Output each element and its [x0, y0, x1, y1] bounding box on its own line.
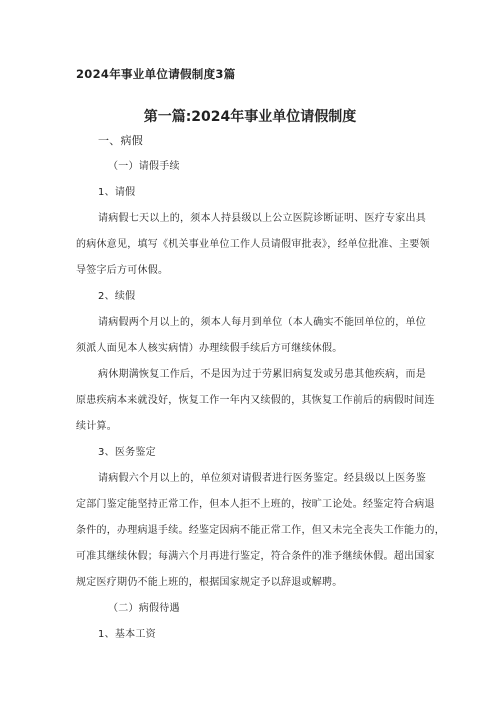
section-heading-sick-leave: 一、病假 [98, 134, 143, 147]
paragraph-line: 病休期满恢复工作后，不是因为过于劳累旧病复发或另患其他疾病，而是 [98, 369, 426, 380]
paragraph-line: 请病假两个月以上的，须本人每月到单位（本人确实不能回单位的，单位 [98, 317, 426, 328]
document-title: 2024年事业单位请假制度3篇 [76, 67, 236, 81]
item-heading-medical: 3、医务鉴定 [98, 447, 156, 458]
paragraph-line: 条件的，办理病退手续。经鉴定因病不能正常工作，但又未完全丧失工作能力的， [76, 525, 445, 536]
paragraph-line: 须派人面见本人核实病情）办理续假手续后方可继续休假。 [76, 343, 343, 354]
paragraph-line: 规定医疗期仍不能上班的，根据国家规定予以辞退或解聘。 [76, 577, 343, 588]
paragraph-line: 原患疾病本来就没好，恢复工作一年内又续假的，其恢复工作前后的病假时间连 [76, 395, 435, 406]
paragraph-line: 请病假六个月以上的，单位须对请假者进行医务鉴定。经县级以上医务鉴 [98, 473, 426, 484]
item-heading-extend: 2、续假 [98, 291, 136, 302]
paragraph-line: 续计算。 [76, 421, 117, 432]
subsection-heading-procedure: （一）请假手续 [108, 161, 180, 172]
paragraph-line: 导签字后方可休假。 [76, 265, 169, 276]
paragraph-line: 请病假七天以上的，须本人持县级以上公立医院诊断证明、医疗专家出具 [98, 213, 426, 224]
paragraph-line: 的病休意见，填写《机关事业单位工作人员请假审批表》，经单位批准、主要领 [76, 239, 430, 250]
item-heading-salary: 1、基本工资 [98, 629, 156, 640]
chapter-title: 第一篇:2024年事业单位请假制度 [143, 109, 357, 125]
paragraph-line: 定部门鉴定能坚持正常工作，但本人拒不上班的，按旷工论处。经鉴定符合病退 [76, 499, 435, 510]
item-heading-request: 1、请假 [98, 187, 136, 198]
subsection-heading-treatment: （二）病假待遇 [108, 603, 180, 614]
paragraph-line: 可准其继续休假；每满六个月再进行鉴定，符合条件的准予继续休假。超出国家 [76, 551, 435, 562]
